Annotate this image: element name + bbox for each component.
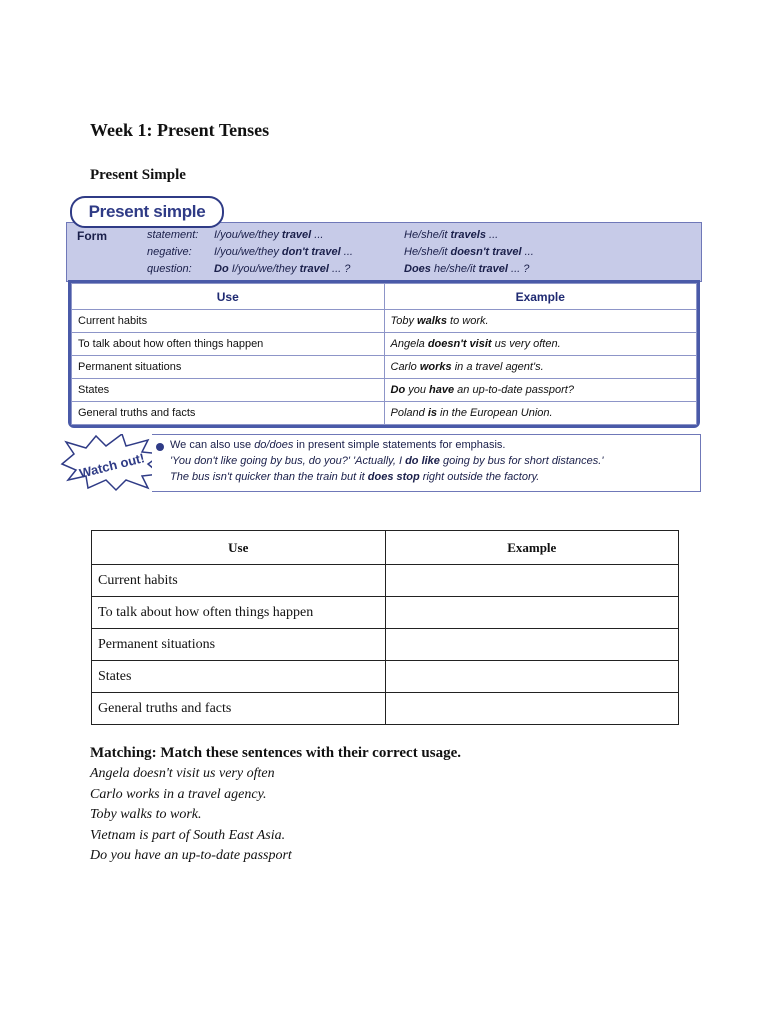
worksheet-use-cell: General truths and facts xyxy=(92,693,386,725)
use-cell: Permanent situations xyxy=(72,356,385,379)
textbook-panel xyxy=(66,194,702,494)
worksheet-row xyxy=(92,597,679,629)
table-row xyxy=(72,356,697,379)
worksheet-row xyxy=(92,693,679,725)
use-cell: Current habits xyxy=(72,310,385,333)
textbook-use-table xyxy=(71,283,697,425)
worksheet-use-cell: States xyxy=(92,661,386,693)
worksheet-row xyxy=(92,565,679,597)
worksheet-example-blank[interactable] xyxy=(385,565,679,597)
watch-out-label: Watch out! xyxy=(77,450,147,481)
worksheet-header-example: Example xyxy=(385,531,679,565)
form-plural: I/you/we/they don't travel ... xyxy=(214,246,353,258)
present-simple-badge: Present simple xyxy=(70,196,224,228)
form-singular: Does he/she/it travel ... ? xyxy=(404,263,530,275)
matching-sentence: Angela doesn't visit us very often xyxy=(90,766,275,781)
page-title: Week 1: Present Tenses xyxy=(90,120,270,140)
example-cell: Poland is in the European Union. xyxy=(384,402,697,425)
form-kind: question: xyxy=(147,263,192,275)
example-cell: Toby walks to work. xyxy=(384,310,697,333)
use-cell: General truths and facts xyxy=(72,402,385,425)
example-cell: Carlo works in a travel agent's. xyxy=(384,356,697,379)
worksheet-header-use: Use xyxy=(92,531,386,565)
form-singular: He/she/it travels ... xyxy=(404,229,499,241)
matching-sentence: Vietnam is part of South East Asia. xyxy=(90,827,286,843)
form-plural: Do I/you/we/they travel ... ? xyxy=(214,263,351,275)
worksheet-use-cell: Permanent situations xyxy=(92,629,386,661)
table-row xyxy=(72,379,697,402)
matching-list xyxy=(90,766,292,869)
worksheet-example-blank[interactable] xyxy=(385,597,679,629)
table-header-row xyxy=(72,284,697,310)
watch-out-line: 'You don't like going by bus, do you?' 'Actually, I do like going by bus for short distances.' xyxy=(170,455,604,467)
form-label: Form xyxy=(77,229,107,243)
use-cell: States xyxy=(72,379,385,402)
worksheet-table xyxy=(91,530,679,725)
form-singular: He/she/it doesn't travel ... xyxy=(404,246,534,258)
watch-out-line: We can also use do/does in present simple statements for emphasis. xyxy=(170,439,506,451)
bullet-icon xyxy=(156,443,164,451)
form-kind: negative: xyxy=(147,246,192,258)
table-row xyxy=(72,402,697,425)
table-row xyxy=(72,333,697,356)
worksheet-row xyxy=(92,629,679,661)
matching-title: Matching: Match these sentences with their correct usage. xyxy=(90,745,462,761)
form-box xyxy=(66,222,702,282)
matching-sentence: Do you have an up-to-date passport xyxy=(90,848,292,863)
worksheet-row xyxy=(92,661,679,693)
watch-out-line: The bus isn't quicker than the train but it does stop right outside the factory. xyxy=(170,471,540,483)
header-use: Use xyxy=(72,284,385,310)
form-plural: I/you/we/they travel ... xyxy=(214,229,324,241)
use-cell: To talk about how often things happen xyxy=(72,333,385,356)
matching-sentence: Toby walks to work. xyxy=(90,807,202,822)
example-cell: Do you have an up-to-date passport? xyxy=(384,379,697,402)
worksheet-example-blank[interactable] xyxy=(385,629,679,661)
example-cell: Angela doesn't visit us very often. xyxy=(384,333,697,356)
worksheet-example-blank[interactable] xyxy=(385,693,679,725)
header-example: Example xyxy=(384,284,697,310)
form-kind: statement: xyxy=(147,229,199,241)
matching-sentence: Carlo works in a travel agency. xyxy=(90,786,267,802)
table-row xyxy=(72,310,697,333)
watch-out-box xyxy=(152,434,701,492)
worksheet-use-cell: Current habits xyxy=(92,565,386,597)
worksheet-use-cell: To talk about how often things happen xyxy=(92,597,386,629)
worksheet-example-blank[interactable] xyxy=(385,661,679,693)
section-title: Present Simple xyxy=(90,167,186,183)
worksheet-header-row xyxy=(92,531,679,565)
